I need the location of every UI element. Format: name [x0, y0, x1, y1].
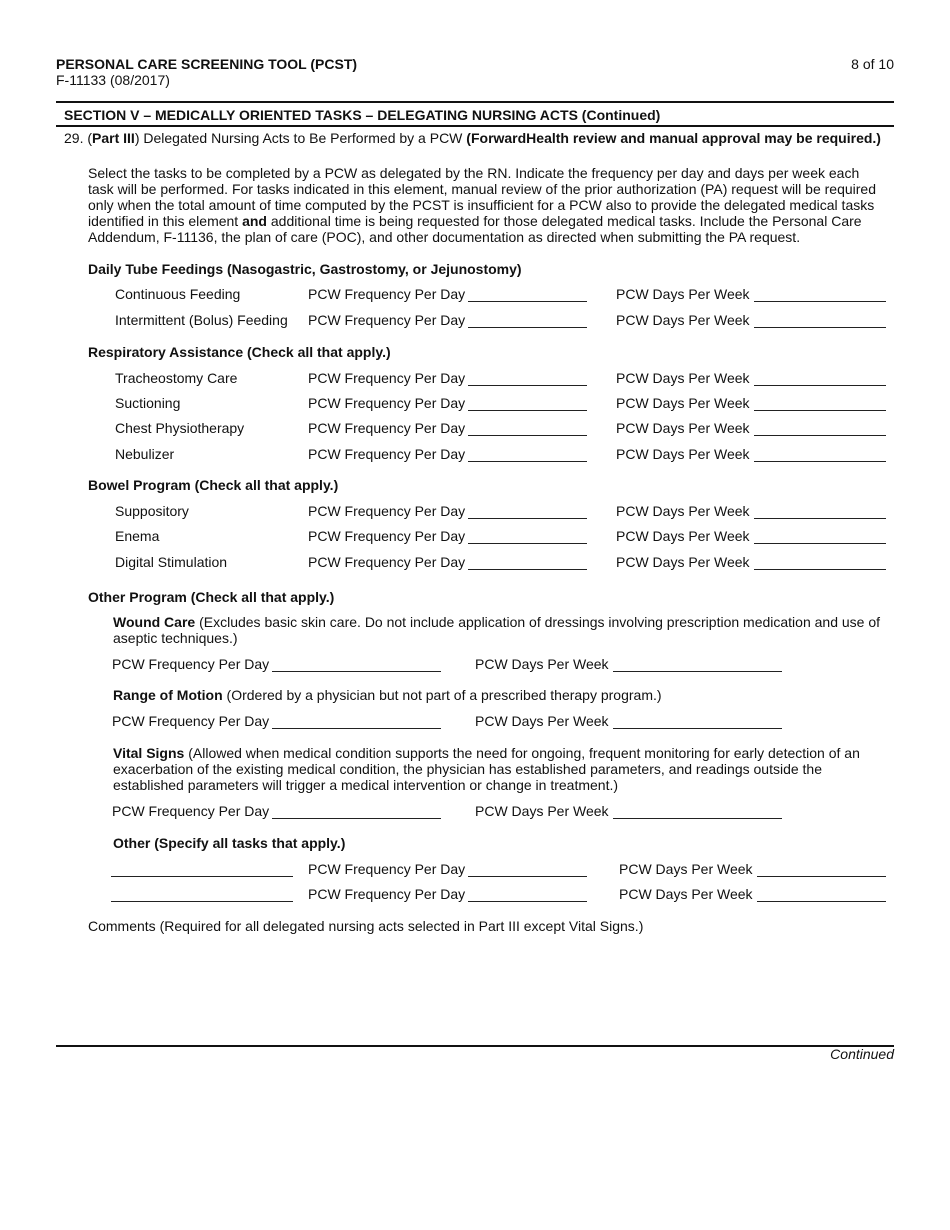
pcw-days-per-week-input[interactable]: [754, 327, 886, 328]
pcw-days-per-week-input[interactable]: [757, 876, 886, 877]
pcw-days-per-week-input[interactable]: [754, 301, 886, 302]
task-label: Tracheostomy Care: [115, 370, 238, 386]
pcw-days-per-week-input[interactable]: [754, 461, 886, 462]
vital-signs-title: Vital Signs: [113, 745, 185, 761]
pcw-days-per-week-input[interactable]: [754, 569, 886, 570]
task-label: Digital Stimulation: [115, 554, 228, 570]
range-of-motion-text: (Ordered by a physician but not part of a prescribed therapy program.): [222, 687, 662, 703]
pcw-frequency-per-day-label: PCW Frequency Per Day: [308, 286, 466, 302]
task-label: Chest Physiotherapy: [115, 420, 245, 436]
range-of-motion-description: [113, 687, 888, 703]
pcw-days-per-week-label: PCW Days Per Week: [475, 656, 609, 672]
respiratory-heading: Respiratory Assistance (Check all that apply.): [88, 344, 391, 360]
pcw-frequency-per-day-label: PCW Frequency Per Day: [308, 886, 466, 902]
section-title: SECTION V – MEDICALLY ORIENTED TASKS – DELEGATING NURSING ACTS (Continued): [64, 107, 661, 123]
pcw-frequency-per-day-input[interactable]: [468, 327, 587, 328]
pcw-days-per-week-input[interactable]: [613, 818, 782, 819]
pcw-days-per-week-label: PCW Days Per Week: [616, 503, 750, 519]
vital-signs-text: (Allowed when medical condition supports the need for ongoing, frequent monitoring for early detection of an exacerbation of the existing medical condition, the physician has established parameters, and readings outside the established parameters will trigger a medical intervention or change in treatment.): [113, 745, 860, 793]
pcw-days-per-week-label: PCW Days Per Week: [619, 886, 753, 902]
task-label: Suctioning: [115, 395, 181, 411]
pcw-frequency-per-day-input[interactable]: [468, 435, 587, 436]
pcw-frequency-per-day-input[interactable]: [468, 410, 587, 411]
other-task-specify-input[interactable]: [111, 901, 293, 902]
pcw-days-per-week-input[interactable]: [613, 671, 782, 672]
instructions: [88, 165, 888, 245]
pcw-days-per-week-input[interactable]: [754, 543, 886, 544]
pcw-frequency-per-day-input[interactable]: [468, 569, 587, 570]
pcw-frequency-per-day-label: PCW Frequency Per Day: [308, 861, 466, 877]
comments-label: Comments (Required for all delegated nursing acts selected in Part III except Vital Signs.): [88, 918, 644, 934]
item-number: 29. (: [64, 130, 93, 146]
pcw-days-per-week-label: PCW Days Per Week: [475, 803, 609, 819]
pcw-frequency-per-day-input[interactable]: [272, 728, 441, 729]
pcw-days-per-week-label: PCW Days Per Week: [616, 395, 750, 411]
pcw-days-per-week-label: PCW Days Per Week: [616, 554, 750, 570]
wound-care-description: [113, 614, 888, 646]
pcw-frequency-per-day-label: PCW Frequency Per Day: [112, 656, 270, 672]
pcw-frequency-per-day-input[interactable]: [468, 543, 587, 544]
range-of-motion-title: Range of Motion: [113, 687, 223, 703]
pcw-frequency-per-day-label: PCW Frequency Per Day: [308, 420, 466, 436]
pcw-frequency-per-day-input[interactable]: [468, 301, 587, 302]
pcw-days-per-week-input[interactable]: [754, 385, 886, 386]
pcw-days-per-week-input[interactable]: [754, 518, 886, 519]
page-number: 8 of 10: [851, 56, 894, 72]
pcw-frequency-per-day-input[interactable]: [272, 818, 441, 819]
pcw-days-per-week-label: PCW Days Per Week: [619, 861, 753, 877]
pcw-frequency-per-day-label: PCW Frequency Per Day: [308, 554, 466, 570]
wound-care-title: Wound Care: [113, 614, 196, 630]
item-part: Part III: [92, 130, 135, 146]
pcw-days-per-week-input[interactable]: [613, 728, 782, 729]
pcw-frequency-per-day-label: PCW Frequency Per Day: [112, 713, 270, 729]
tube-feedings-heading: Daily Tube Feedings (Nasogastric, Gastrostomy, or Jejunostomy): [88, 261, 522, 277]
item-text: ) Delegated Nursing Acts to Be Performed by a PCW: [134, 130, 467, 146]
task-label: Nebulizer: [115, 446, 175, 462]
form-title: PERSONAL CARE SCREENING TOOL (PCST): [56, 56, 358, 72]
vital-signs-description: [113, 745, 888, 793]
task-label: Intermittent (Bolus) Feeding: [115, 312, 288, 328]
item-29-heading: [64, 130, 881, 146]
pcw-frequency-per-day-input[interactable]: [468, 461, 587, 462]
footer-rule: [56, 1045, 894, 1047]
comments-area[interactable]: [88, 934, 888, 1034]
pcw-days-per-week-label: PCW Days Per Week: [616, 528, 750, 544]
pcw-days-per-week-input[interactable]: [754, 435, 886, 436]
pcw-days-per-week-label: PCW Days Per Week: [616, 312, 750, 328]
pcw-frequency-per-day-input[interactable]: [468, 385, 587, 386]
pcw-days-per-week-label: PCW Days Per Week: [475, 713, 609, 729]
task-label: Enema: [115, 528, 160, 544]
pcw-days-per-week-label: PCW Days Per Week: [616, 370, 750, 386]
other-program-heading: Other Program (Check all that apply.): [88, 589, 335, 605]
form-number: F-11133 (08/2017): [56, 72, 170, 88]
pcw-frequency-per-day-label: PCW Frequency Per Day: [112, 803, 270, 819]
task-label: Continuous Feeding: [115, 286, 241, 302]
pcw-days-per-week-label: PCW Days Per Week: [616, 420, 750, 436]
continued-label: Continued: [830, 1046, 894, 1062]
other-tasks-heading: Other (Specify all tasks that apply.): [113, 835, 346, 851]
instructions-part-1: Select the tasks to be completed by a PCW as delegated by the RN. Indicate the frequency per day and days per week each task will be performed. For tasks indicated in this element, manual review of the prior authorization (PA) request will be required only when the total amount of time computed by the PCST is insufficient for a PCW also to provide the delegated medical tasks identified in this element: [88, 165, 876, 229]
task-label: Suppository: [115, 503, 189, 519]
pcw-days-per-week-label: PCW Days Per Week: [616, 446, 750, 462]
pcw-days-per-week-input[interactable]: [754, 410, 886, 411]
pcw-frequency-per-day-label: PCW Frequency Per Day: [308, 528, 466, 544]
pcw-frequency-per-day-input[interactable]: [468, 518, 587, 519]
pcw-frequency-per-day-input[interactable]: [272, 671, 441, 672]
pcw-frequency-per-day-label: PCW Frequency Per Day: [308, 312, 466, 328]
section-bottom-rule: [56, 125, 894, 127]
section-top-rule: [56, 101, 894, 103]
pcw-frequency-per-day-input[interactable]: [468, 901, 587, 902]
item-note: (ForwardHealth review and manual approval may be required.): [466, 130, 881, 146]
pcw-frequency-per-day-input[interactable]: [468, 876, 587, 877]
pcw-days-per-week-input[interactable]: [757, 901, 886, 902]
other-task-specify-input[interactable]: [111, 876, 293, 877]
instructions-part-2: additional time is being requested for those delegated medical tasks. Include the Personal Care Addendum, F-11136, the plan of care (POC), and other documentation as directed when submitting the PA request.: [88, 213, 862, 245]
bowel-heading: Bowel Program (Check all that apply.): [88, 477, 339, 493]
pcw-frequency-per-day-label: PCW Frequency Per Day: [308, 503, 466, 519]
pcw-frequency-per-day-label: PCW Frequency Per Day: [308, 395, 466, 411]
instructions-and: and: [242, 213, 267, 229]
pcw-frequency-per-day-label: PCW Frequency Per Day: [308, 446, 466, 462]
pcw-frequency-per-day-label: PCW Frequency Per Day: [308, 370, 466, 386]
pcw-days-per-week-label: PCW Days Per Week: [616, 286, 750, 302]
wound-care-text: (Excludes basic skin care. Do not include application of dressings involving prescription medication and use of aseptic techniques.): [113, 614, 881, 646]
